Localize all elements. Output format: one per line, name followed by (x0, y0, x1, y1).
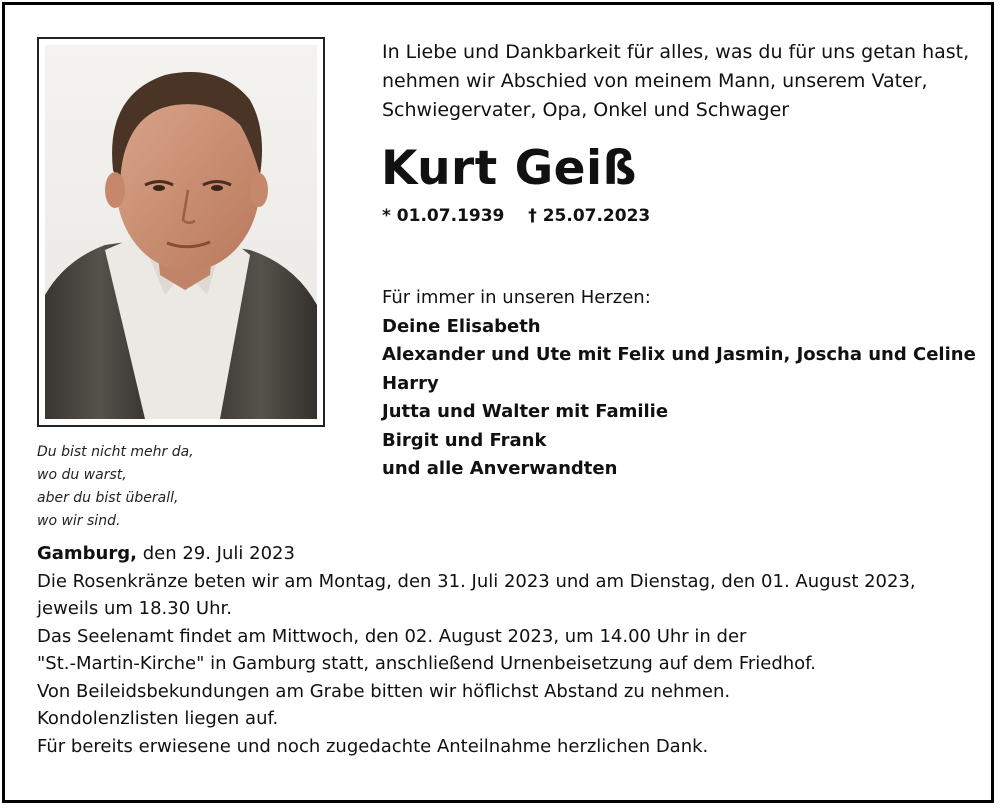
intro-line: In Liebe und Dankbarkeit für alles, was du für uns getan hast, (382, 41, 970, 63)
notice-body (37, 540, 977, 760)
mourner-name: Alexander und Ute mit Felix und Jasmin, Joscha und Celine (382, 344, 976, 365)
notice-line: Kondolenzlisten liegen auf. (37, 708, 279, 729)
mourner-name: Birgit und Frank (382, 429, 547, 451)
notice-line: Die Rosenkränze beten wir am Montag, den 31. Juli 2023 und am Dienstag, den 01. August 2023, (37, 570, 916, 592)
mourner-name: Jutta und Walter mit Familie (382, 401, 669, 422)
place: Gamburg, (37, 543, 137, 564)
poem-line: wo wir sind. (37, 513, 121, 529)
intro-line: Schwiegervater, Opa, Onkel und Schwager (382, 99, 790, 121)
deceased-name: Kurt Geiß (381, 141, 637, 196)
notice-date: den 29. Juli 2023 (136, 543, 295, 564)
mourner-name: Harry (382, 372, 439, 394)
mourner-name: Deine Elisabeth (382, 315, 541, 337)
notice-line: Das Seelenamt findet am Mittwoch, den 02. August 2023, um 14.00 Uhr in der (37, 625, 747, 647)
poem (37, 441, 194, 533)
portrait-image (45, 45, 317, 419)
intro-line: nehmen wir Abschied von meinem Mann, unserem Vater, (382, 70, 928, 92)
mourner-name: und alle Anverwandten (382, 458, 618, 479)
life-dates (382, 203, 650, 229)
poem-line: Du bist nicht mehr da, (37, 444, 194, 460)
mourners-heading: Für immer in unseren Herzen: (382, 287, 651, 308)
notice-line: "St.-Martin-Kirche" in Gamburg statt, anschließend Urnenbeisetzung auf dem Friedhof. (37, 653, 816, 674)
poem-line: aber du bist überall, (37, 490, 179, 506)
intro-text (382, 38, 969, 125)
notice-line: Für bereits erwiesene und noch zugedachte Anteilnahme herzlichen Dank. (37, 735, 709, 757)
birth-date: * 01.07.1939 (382, 206, 505, 226)
mourners-list (382, 284, 976, 484)
poem-line: wo du warst, (37, 467, 127, 483)
notice-line: Von Beileidsbekundungen am Grabe bitten wir höflichst Abstand zu nehmen. (37, 680, 731, 702)
place-date-line (37, 540, 977, 568)
notice-line: jeweils um 18.30 Uhr. (37, 598, 232, 619)
death-date: † 25.07.2023 (528, 206, 651, 226)
portrait-photo (37, 37, 325, 427)
